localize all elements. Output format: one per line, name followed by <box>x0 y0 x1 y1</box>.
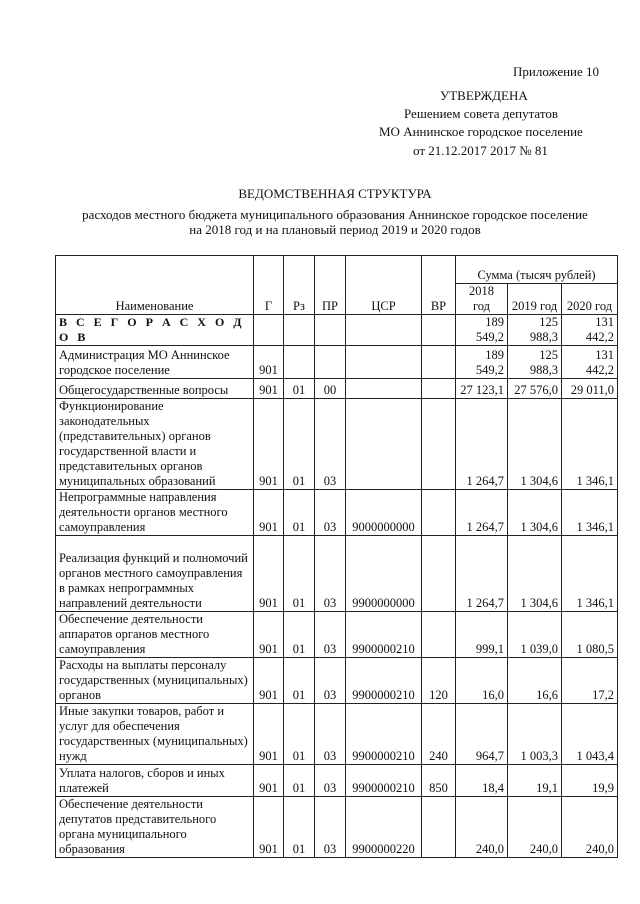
row-vr: 240 <box>422 704 456 765</box>
row-2019: 1 039,0 <box>508 612 562 658</box>
row-2020: 1 043,4 <box>562 704 618 765</box>
row-vr <box>422 612 456 658</box>
row-2019: 125 988,3 <box>508 346 562 379</box>
row-name: Иные закупки товаров, работ и услуг для обеспечения государственных (муниципальных) нужд <box>56 704 254 765</box>
row-pr: 03 <box>315 765 346 797</box>
row-name: Администрация МО Аннинское городское поселение <box>56 346 254 379</box>
table-row <box>56 536 618 612</box>
col-header-name: Наименование <box>56 256 254 315</box>
row-csr: 9900000210 <box>346 704 422 765</box>
table-header-row <box>56 256 618 284</box>
row-name: Расходы на выплаты персоналу государственных (муниципальных) органов <box>56 658 254 704</box>
col-header-csr: ЦСР <box>346 256 422 315</box>
document-subtitle-line1: расходов местного бюджета муниципального образования Аннинское городское поселение <box>82 207 588 222</box>
row-rz: 01 <box>284 612 315 658</box>
row-2018: 1 264,7 <box>456 399 508 490</box>
row-rz: 01 <box>284 797 315 858</box>
row-csr: 9900000220 <box>346 797 422 858</box>
col-header-2019: 2019 год <box>508 284 562 315</box>
row-g: 901 <box>254 399 284 490</box>
row-csr <box>346 379 422 399</box>
row-2020: 1 346,1 <box>562 490 618 536</box>
row-rz: 01 <box>284 490 315 536</box>
row-vr: 120 <box>422 658 456 704</box>
row-2020: 1 346,1 <box>562 536 618 612</box>
row-csr: 9900000210 <box>346 765 422 797</box>
row-csr: 9000000000 <box>346 490 422 536</box>
col-header-2018: 2018 год <box>456 284 508 315</box>
row-vr <box>422 399 456 490</box>
row-vr: 850 <box>422 765 456 797</box>
row-g: 901 <box>254 346 284 379</box>
row-2020: 240,0 <box>562 797 618 858</box>
row-g: 901 <box>254 658 284 704</box>
row-rz: 01 <box>284 704 315 765</box>
col-header-vr: ВР <box>422 256 456 315</box>
row-pr <box>315 346 346 379</box>
row-vr <box>422 379 456 399</box>
row-csr: 9900000210 <box>346 612 422 658</box>
row-vr <box>422 797 456 858</box>
appendix-label: Приложение 10 <box>513 64 600 79</box>
row-rz <box>284 346 315 379</box>
table-row <box>56 315 618 346</box>
col-header-sum: Сумма (тысяч рублей) <box>456 256 618 284</box>
row-pr: 03 <box>315 536 346 612</box>
row-csr: 9900000210 <box>346 658 422 704</box>
row-2020: 1 080,5 <box>562 612 618 658</box>
row-name: Обеспечение деятельности аппаратов органов местного самоуправления <box>56 612 254 658</box>
row-2018: 1 264,7 <box>456 490 508 536</box>
row-vr <box>422 490 456 536</box>
budget-table-body <box>56 256 618 858</box>
row-pr: 03 <box>315 797 346 858</box>
table-row <box>56 704 618 765</box>
row-2019: 27 576,0 <box>508 379 562 399</box>
row-rz: 01 <box>284 658 315 704</box>
table-row <box>56 490 618 536</box>
row-2018: 16,0 <box>456 658 508 704</box>
row-2019: 1 304,6 <box>508 536 562 612</box>
row-2019: 1 304,6 <box>508 399 562 490</box>
row-pr: 03 <box>315 658 346 704</box>
col-header-g: Г <box>254 256 284 315</box>
row-name: Обеспечение деятельности депутатов представительного органа муниципального образования <box>56 797 254 858</box>
row-2020: 131 442,2 <box>562 315 618 346</box>
row-pr: 00 <box>315 379 346 399</box>
row-rz: 01 <box>284 765 315 797</box>
row-g: 901 <box>254 612 284 658</box>
row-csr <box>346 346 422 379</box>
row-2018: 999,1 <box>456 612 508 658</box>
row-name: Функционирование законодательных (представительных) органов государственной власти и представительных органов муниципальных образований <box>56 399 254 490</box>
row-2020: 1 346,1 <box>562 399 618 490</box>
row-pr: 03 <box>315 399 346 490</box>
row-vr <box>422 346 456 379</box>
row-g: 901 <box>254 490 284 536</box>
row-g: 901 <box>254 765 284 797</box>
row-rz: 01 <box>284 379 315 399</box>
row-rz: 01 <box>284 399 315 490</box>
row-name: Общегосударственные вопросы <box>56 379 254 399</box>
row-2019: 19,1 <box>508 765 562 797</box>
row-csr <box>346 399 422 490</box>
row-2019: 240,0 <box>508 797 562 858</box>
date-number-label: от 21.12.2017 2017 № 81 <box>413 143 548 158</box>
row-g: 901 <box>254 704 284 765</box>
row-2020: 17,2 <box>562 658 618 704</box>
col-header-rz: Рз <box>284 256 315 315</box>
col-header-2020: 2020 год <box>562 284 618 315</box>
table-row <box>56 346 618 379</box>
row-csr: 9900000000 <box>346 536 422 612</box>
row-g <box>254 315 284 346</box>
row-2019: 16,6 <box>508 658 562 704</box>
table-row <box>56 765 618 797</box>
row-2020: 29 011,0 <box>562 379 618 399</box>
row-2019: 125 988,3 <box>508 315 562 346</box>
table-row <box>56 399 618 490</box>
row-g: 901 <box>254 797 284 858</box>
row-vr <box>422 536 456 612</box>
table-row <box>56 658 618 704</box>
row-name: Непрограммные направления деятельности органов местного самоуправления <box>56 490 254 536</box>
row-vr <box>422 315 456 346</box>
row-pr: 03 <box>315 612 346 658</box>
table-row <box>56 612 618 658</box>
row-rz <box>284 315 315 346</box>
approved-label: УТВЕРЖДЕНА <box>440 88 528 103</box>
row-name: Уплата налогов, сборов и иных платежей <box>56 765 254 797</box>
row-rz: 01 <box>284 536 315 612</box>
row-csr <box>346 315 422 346</box>
row-name: Реализация функций и полномочий органов местного самоуправления в рамках непрограммных направлений деятельности <box>56 536 254 612</box>
row-name: В С Е Г О Р А С Х О Д О В <box>56 315 254 346</box>
row-pr: 03 <box>315 490 346 536</box>
row-2018: 240,0 <box>456 797 508 858</box>
document-subtitle-line2: на 2018 год и на плановый период 2019 и 2020 годов <box>189 222 481 237</box>
row-g: 901 <box>254 379 284 399</box>
row-pr: 03 <box>315 704 346 765</box>
row-pr <box>315 315 346 346</box>
document-title: ВЕДОМСТВЕННАЯ СТРУКТУРА <box>238 186 432 201</box>
row-g: 901 <box>254 536 284 612</box>
row-2020: 131 442,2 <box>562 346 618 379</box>
col-header-pr: ПР <box>315 256 346 315</box>
row-2020: 19,9 <box>562 765 618 797</box>
row-2018: 27 123,1 <box>456 379 508 399</box>
row-2019: 1 003,3 <box>508 704 562 765</box>
row-2018: 18,4 <box>456 765 508 797</box>
table-row <box>56 797 618 858</box>
decision-label: Решением совета депутатов <box>404 106 558 121</box>
row-2018: 1 264,7 <box>456 536 508 612</box>
row-2019: 1 304,6 <box>508 490 562 536</box>
table-row <box>56 379 618 399</box>
row-2018: 189 549,2 <box>456 315 508 346</box>
row-2018: 189 549,2 <box>456 346 508 379</box>
row-2018: 964,7 <box>456 704 508 765</box>
municipality-label: МО Аннинское городское поселение <box>379 124 583 139</box>
budget-table <box>55 255 618 858</box>
